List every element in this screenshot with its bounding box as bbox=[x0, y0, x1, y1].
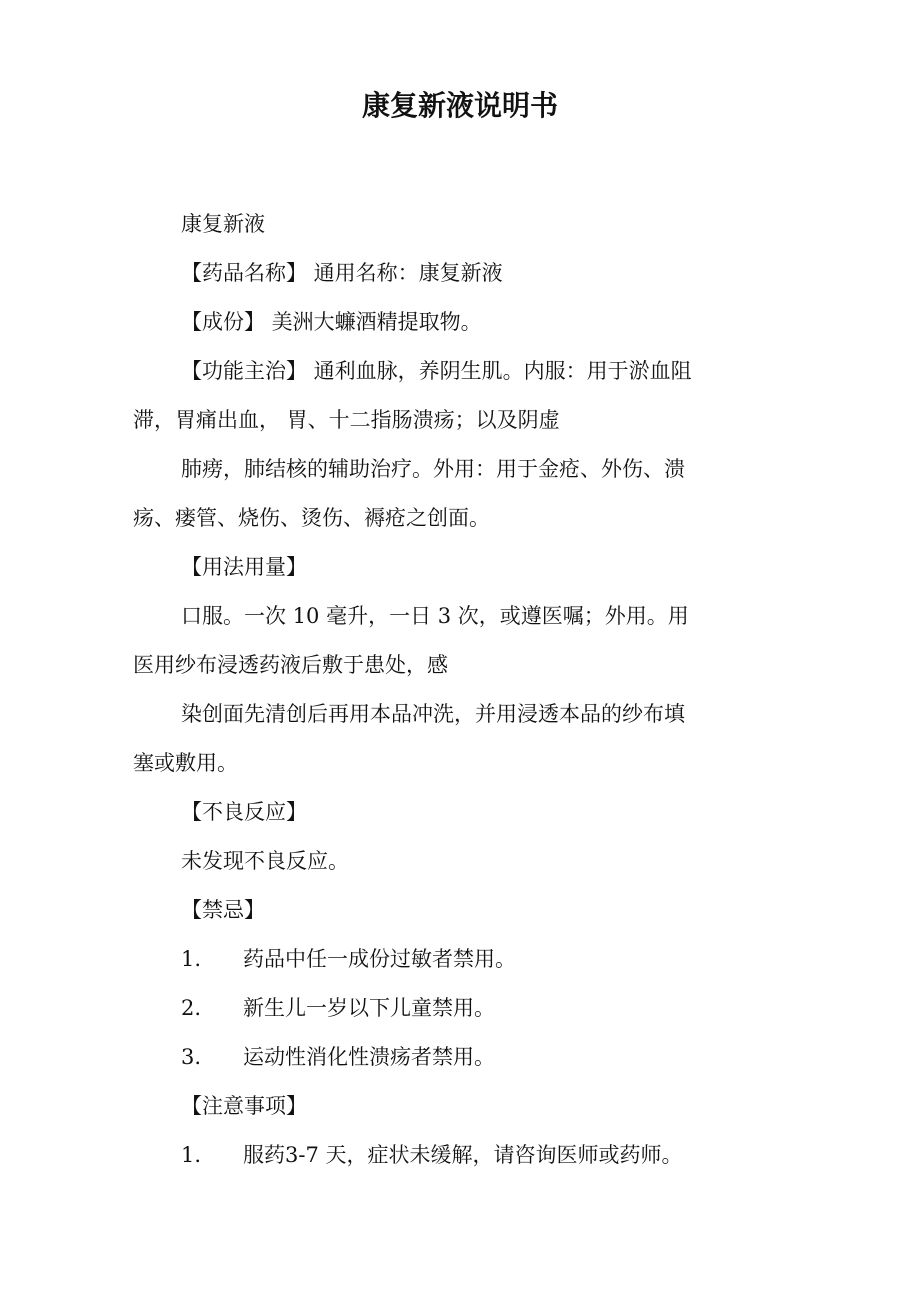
document-line bbox=[133, 445, 793, 494]
document-line bbox=[133, 543, 793, 592]
line-text: 肺痨，肺结核的辅助治疗。外用：用于金疮、外伤、溃 bbox=[181, 457, 685, 481]
document-line bbox=[133, 641, 793, 690]
line-text: 药品中任一成份过敏者禁用。 bbox=[243, 947, 516, 971]
line-text: 【药品名称】 通用名称：康复新液 bbox=[181, 261, 503, 285]
line-text: 【成份】 美洲大蠊酒精提取物。 bbox=[181, 310, 482, 334]
list-number: 1. bbox=[181, 1143, 202, 1167]
list-number: 1. bbox=[181, 947, 202, 971]
numbered-list-item bbox=[133, 1033, 793, 1082]
line-text: 【注意事项】 bbox=[181, 1094, 307, 1118]
line-text: 染创面先清创后再用本品冲洗，并用浸透本品的纱布填 bbox=[181, 702, 685, 726]
line-text: 服药3-7 天，症状未缓解，请咨询医师或药师。 bbox=[243, 1143, 683, 1167]
document-title: 康复新液说明书 bbox=[361, 89, 558, 122]
document-body bbox=[133, 200, 793, 1180]
line-text: 塞或敷用。 bbox=[133, 751, 238, 775]
line-text: 康复新液 bbox=[181, 212, 265, 236]
numbered-list-item bbox=[133, 935, 793, 984]
line-text: 【功能主治】 通利血脉，养阴生肌。内服：用于淤血阻 bbox=[181, 359, 692, 383]
document-line bbox=[133, 298, 793, 347]
numbered-list-item bbox=[133, 1131, 793, 1180]
document-line bbox=[133, 592, 793, 641]
line-text: 疡、瘘管、烧伤、烫伤、褥疮之创面。 bbox=[133, 506, 490, 530]
document-line bbox=[133, 347, 793, 396]
list-number: 2. bbox=[181, 996, 202, 1020]
document-line bbox=[133, 494, 793, 543]
document-line bbox=[133, 690, 793, 739]
document-line bbox=[133, 886, 793, 935]
line-text: 运动性消化性溃疡者禁用。 bbox=[243, 1045, 495, 1069]
list-number: 3. bbox=[181, 1045, 202, 1069]
line-text: 口服。一次 10 毫升，一日 3 次，或遵医嘱；外用。用 bbox=[181, 604, 689, 628]
line-text: 【不良反应】 bbox=[181, 800, 307, 824]
document-line bbox=[133, 396, 793, 445]
line-text: 未发现不良反应。 bbox=[181, 849, 349, 873]
document-line bbox=[133, 788, 793, 837]
line-text: 医用纱布浸透药液后敷于患处，感 bbox=[133, 653, 448, 677]
line-text: 【禁忌】 bbox=[181, 898, 265, 922]
document-line bbox=[133, 837, 793, 886]
document-line bbox=[133, 200, 793, 249]
line-text: 【用法用量】 bbox=[181, 555, 307, 579]
line-text: 滞，胃痛出血， 胃、十二指肠溃疡；以及阴虚 bbox=[133, 408, 560, 432]
document-line bbox=[133, 1082, 793, 1131]
line-text: 新生儿一岁以下儿童禁用。 bbox=[243, 996, 495, 1020]
numbered-list-item bbox=[133, 984, 793, 1033]
document-line bbox=[133, 739, 793, 788]
document-line bbox=[133, 249, 793, 298]
